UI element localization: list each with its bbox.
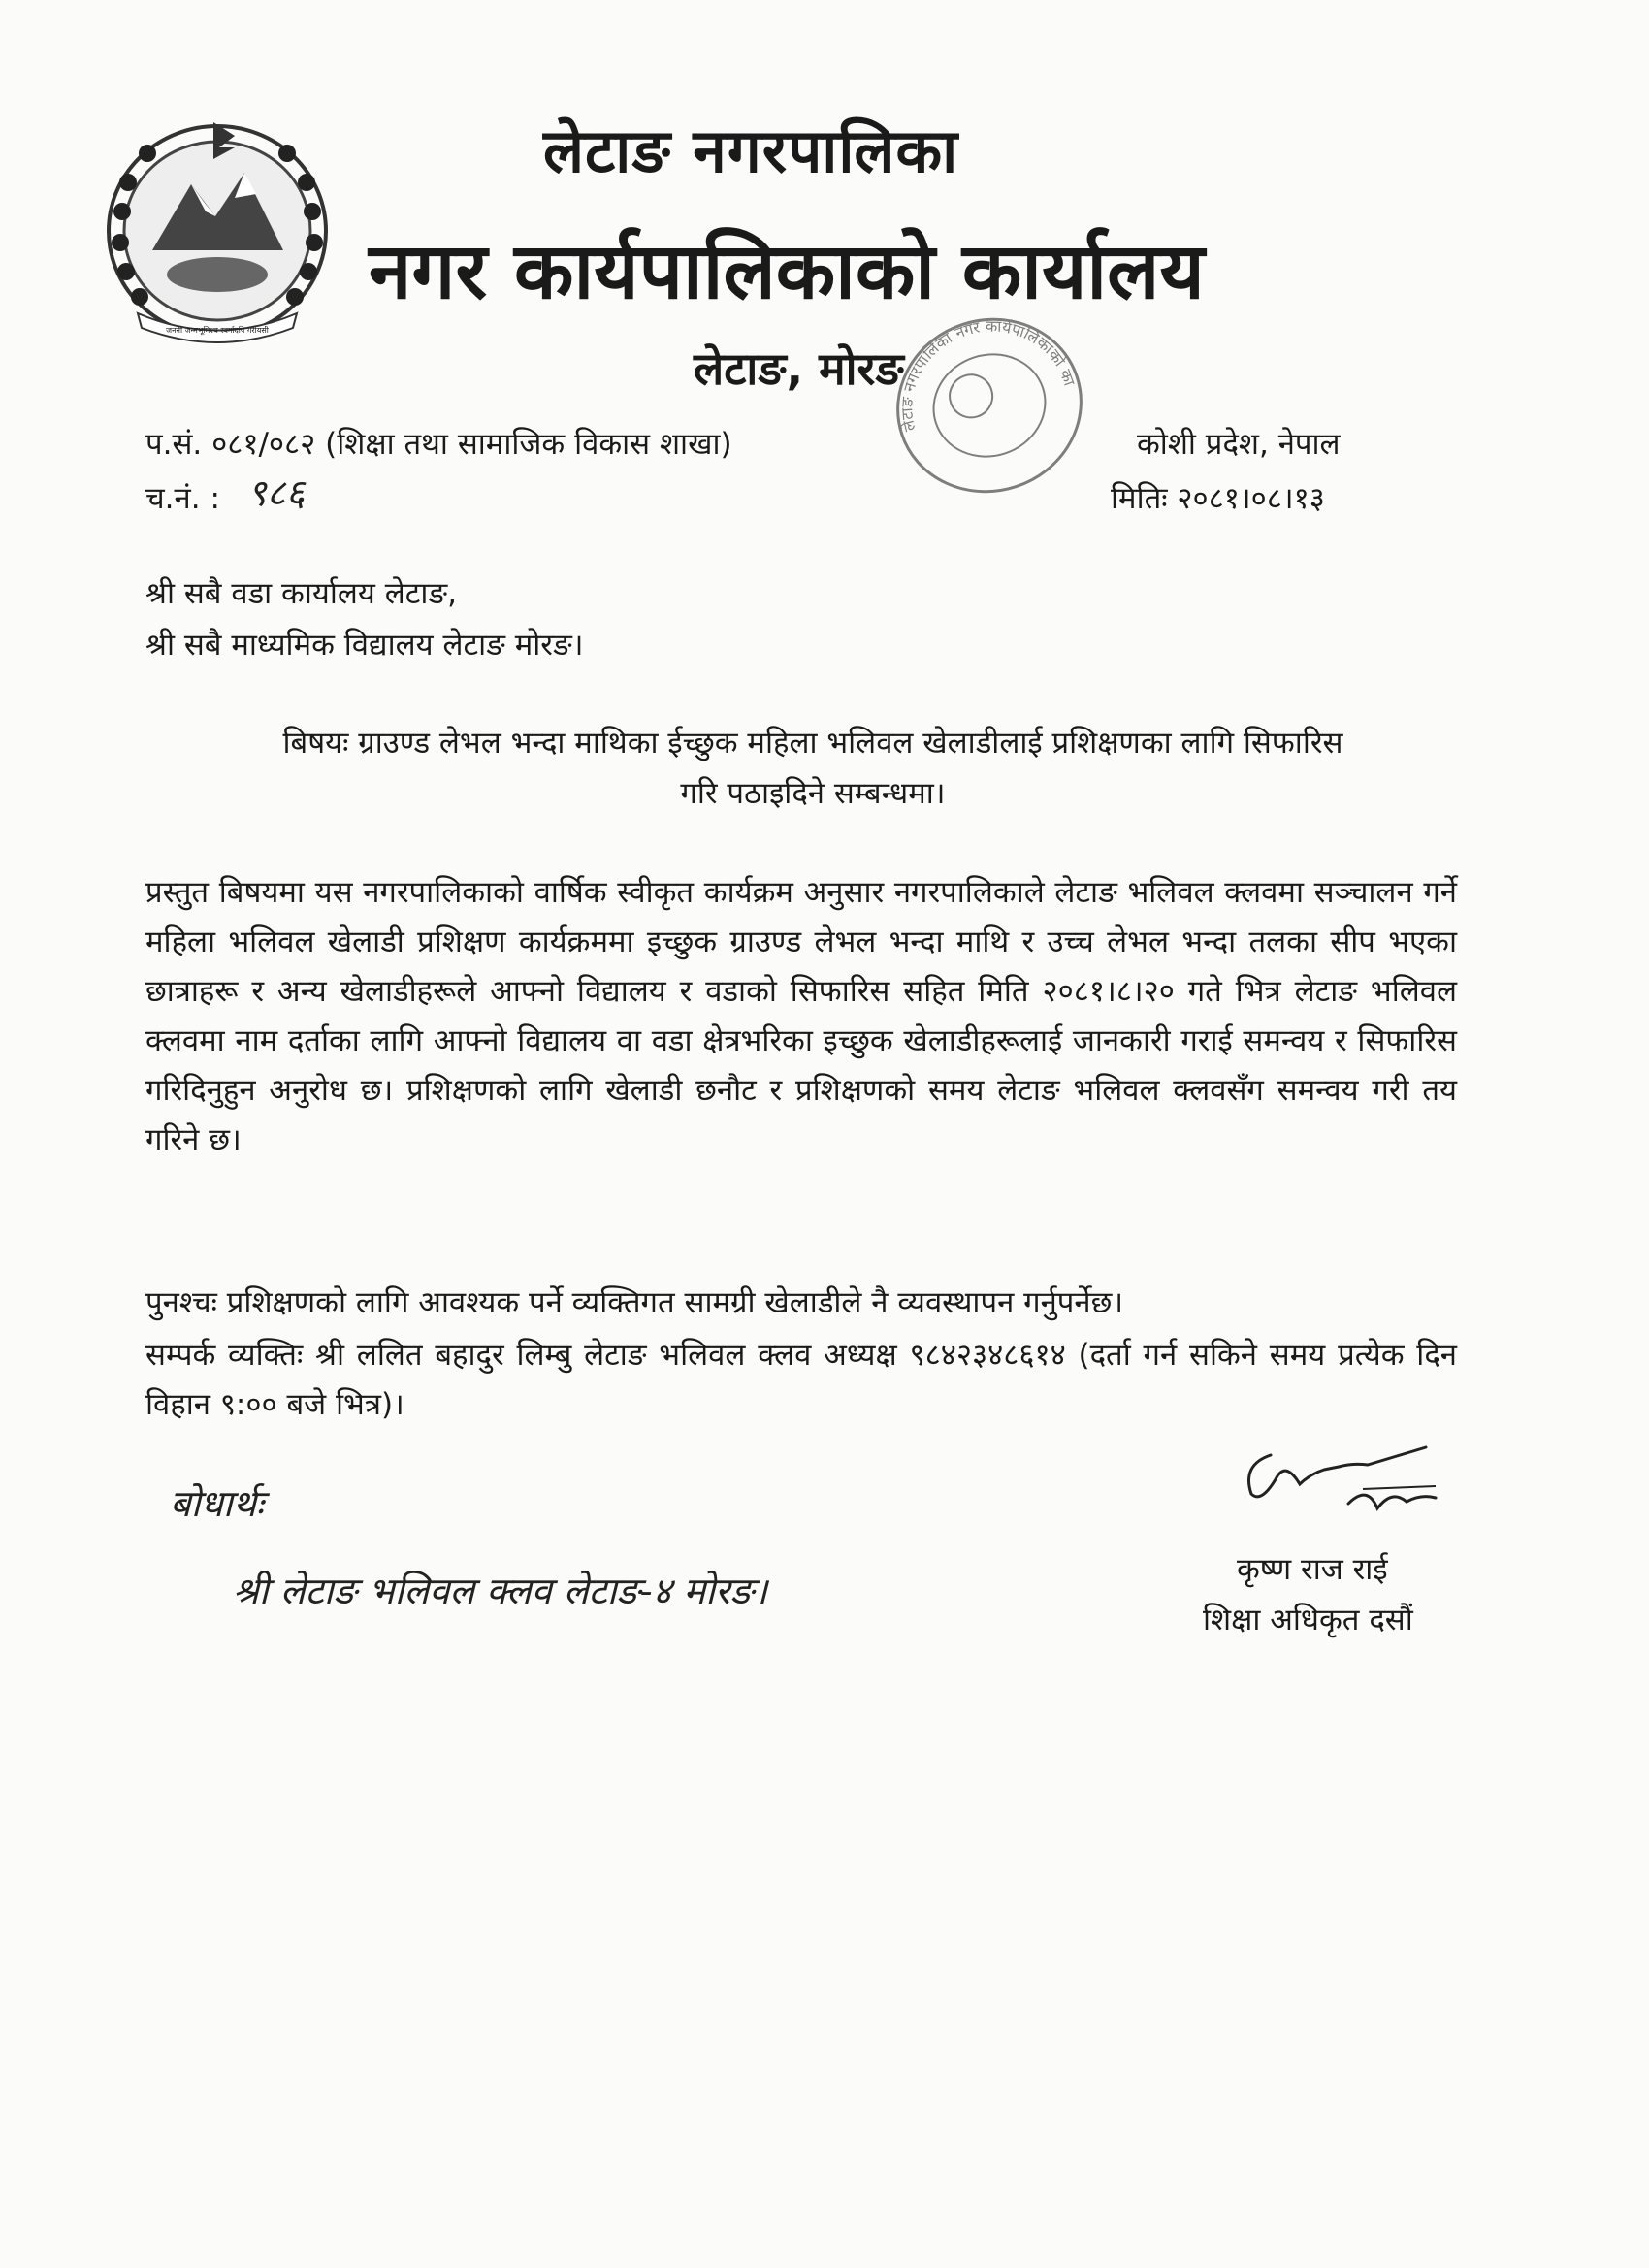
municipality-name: लेटाङ नगरपालिका [543,115,959,186]
contact-info: सम्पर्क व्यक्तिः श्री ललित बहादुर लिम्बु लेटाङ भलिवल क्लव अध्यक्ष ९८४२३४८६१४ (दर्ता गर्न सकिने समय प्रत्येक दिन विहान ९:०० बजे भित्र)। [146,1338,1457,1422]
letter-date: मितिः २०८१।०८।१३ [1111,481,1325,516]
reference-number: प.सं. ०८१/०८२ (शिक्षा तथा सामाजिक विकास शाखा) [146,427,732,462]
subject [163,718,1463,819]
dispatch-label: च.नं. : [146,481,220,516]
subject-line-1: बिषयः ग्राउण्ड लेभल भन्दा माथिका ईच्छुक महिला भलिवल खेलाडीलाई प्रशिक्षणका लागि सिफारिस [282,726,1343,761]
emblem-motto: जननी जन्मभूमिश्च स्वर्गादपि गरीयसी [166,326,269,335]
nepal-emblem-icon [99,114,337,347]
signature-icon [1232,1426,1455,1533]
seal-text: लेटाङ नगरपालिका नगर कार्यपालिकाको कार्यालय [897,316,1080,434]
signatory-name: कृष्ण राज राई [1237,1552,1388,1587]
subject-line-2: गरि पठाइदिने सम्बन्धमा। [680,776,946,811]
dispatch-number: ९८६ [247,471,306,514]
recipient-line-1: श्री सबै वडा कार्यालय लेटाङ, [146,576,458,611]
official-seal-stamp [888,308,1091,502]
cc-line: श्री लेटाङ भलिवल क्लव लेटाङ-४ मोरङ। [233,1570,768,1612]
office-location: लेटाङ, मोरङ [694,342,904,395]
body-paragraph: प्रस्तुत बिषयमा यस नगरपालिकाको वार्षिक स्वीकृत कार्यक्रम अनुसार नगरपालिकाले लेटाङ भलिवल क्लवमा सञ्चालन गर्ने महिला भलिवल खेलाडी प्रशिक्षण कार्यक्रममा इच्छुक ग्राउण्ड लेभल भन्दा माथि र उच्च लेभल भन्दा तलका सीप भएका छात्राहरू र अन्य खेलाडीहरूले आफ्नो विद्यालय र वडाको सिफारिस सहित मिति २०८१।८।२० गते भित्र लेटाङ भलिवल क्लवमा नाम दर्ताका लागि आफ्नो विद्यालय वा वडा क्षेत्रभरिका इच्छुक खेलाडीहरूलाई जानकारी गराई समन्वय र सिफारिस गरिदिनुहुन अनुरोध छ। प्रशिक्षणको लागि खेलाडी छनौट र प्रशिक्षणको समय लेटाङ भलिवल क्लवसँग समन्वय गरी तय गरिने छ। [146,875,1457,1157]
office-name: नगर कार्यपालिकाको कार्यालय [369,226,1205,316]
province-line: कोशी प्रदेश, नेपाल [1137,427,1341,462]
postscript: पुनश्चः प्रशिक्षणको लागि आवश्यक पर्ने व्यक्तिगत सामग्री खेलाडीले नै व्यवस्थापन गर्नुपर्नेछ। [146,1285,1124,1320]
recipient-line-2: श्री सबै माध्यमिक विद्यालय लेटाङ मोरङ। [146,628,584,663]
signatory-title: शिक्षा अधिकृत दसौं [1203,1603,1413,1637]
cc-label: बोधार्थः [170,1482,264,1525]
svg-text:लेटाङ नगरपालिका नगर कार्यपालिक [888,308,1080,446]
